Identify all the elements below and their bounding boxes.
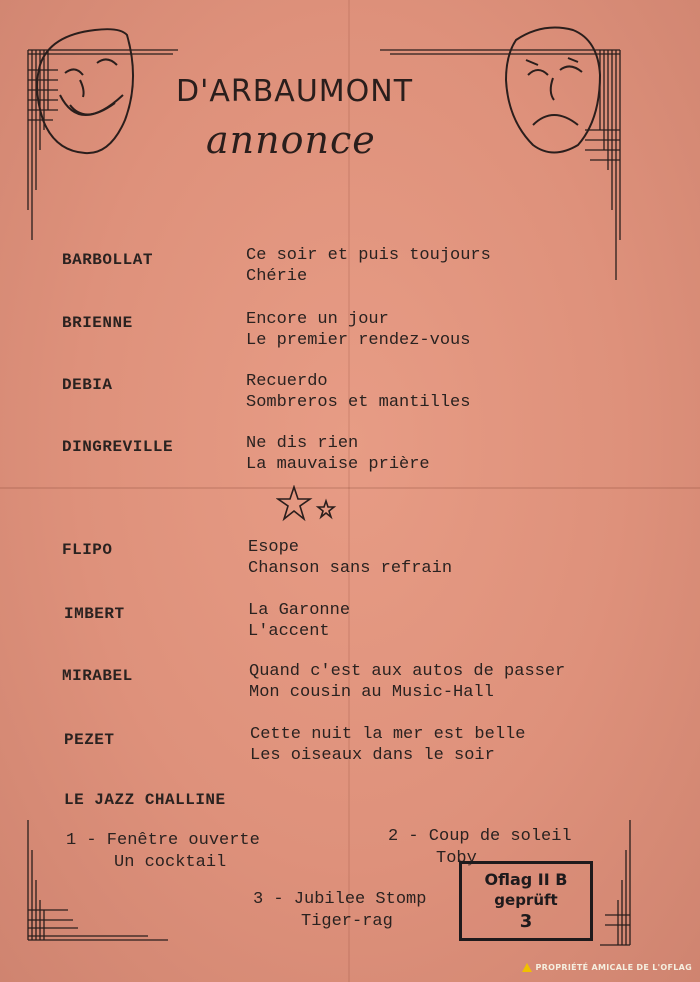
song-title: Le premier rendez-vous [246, 331, 471, 350]
song-title: Chérie [246, 267, 308, 286]
stamp-number: 3 [519, 911, 533, 932]
song-title: La Garonne [248, 601, 351, 620]
song-list [248, 537, 452, 579]
performer-name: BRIENNE [62, 314, 133, 332]
jazz-section-title: LE JAZZ CHALLINE [64, 791, 226, 809]
jazz-item-title: 2 - Coup de soleil [388, 827, 572, 846]
song-title: Recuerdo [246, 372, 328, 391]
performer-name: FLIPO [62, 541, 113, 559]
performer-name: IMBERT [64, 605, 125, 623]
song-title: Esope [248, 538, 300, 557]
song-list [246, 245, 491, 287]
stamp-camp: Oflag II B [484, 870, 568, 889]
page-subtitle: annonce [206, 118, 376, 162]
ownership-watermark [522, 963, 693, 972]
page-title: D'ARBAUMONT [176, 74, 414, 109]
song-title: La mauvaise prière [246, 455, 430, 474]
song-title: Chanson sans refrain [248, 559, 453, 578]
song-title: Ce soir et puis toujours [246, 246, 491, 265]
performer-name: MIRABEL [62, 667, 133, 685]
song-title: Quand c'est aux autos de passer [249, 662, 566, 681]
jazz-item-subtitle: Un cocktail [114, 853, 227, 872]
song-title: Ne dis rien [246, 434, 359, 453]
song-title: Cette nuit la mer est belle [250, 725, 526, 744]
jazz-item-subtitle: Tiger-rag [301, 912, 393, 931]
stamp-checked: geprüft [494, 891, 558, 909]
jazz-item-title: 3 - Jubilee Stomp [253, 890, 427, 909]
comedy-mask-icon [25, 25, 145, 165]
jazz-item-subtitle: Toby [436, 849, 477, 868]
song-title: Les oiseaux dans le soir [250, 746, 495, 765]
song-list [246, 371, 470, 413]
star-icon [276, 485, 346, 525]
song-title: Mon cousin au Music-Hall [249, 683, 494, 702]
jazz-item-1 [66, 830, 260, 874]
song-title: L'accent [248, 622, 330, 641]
warning-icon [522, 963, 532, 972]
jazz-item-3 [253, 889, 426, 933]
corner-ornament-bottom-right [590, 820, 640, 950]
song-title: Encore un jour [246, 310, 389, 329]
jazz-item-title: 1 - Fenêtre ouverte [66, 831, 260, 850]
song-list [250, 724, 525, 766]
censor-stamp [459, 861, 593, 941]
fold-crease-horizontal [0, 487, 700, 489]
song-list [248, 600, 350, 642]
tragedy-mask-icon [498, 20, 608, 160]
performer-name: DINGREVILLE [62, 438, 174, 456]
song-title: Sombreros et mantilles [246, 393, 471, 412]
song-list [249, 661, 565, 703]
performer-name: BARBOLLAT [62, 251, 153, 269]
song-list [246, 309, 470, 351]
watermark-text: PROPRIÉTÉ AMICALE DE L'OFLAG [535, 963, 692, 972]
song-list [246, 433, 430, 475]
performer-name: DEBIA [62, 376, 113, 394]
performer-name: PEZET [64, 731, 115, 749]
